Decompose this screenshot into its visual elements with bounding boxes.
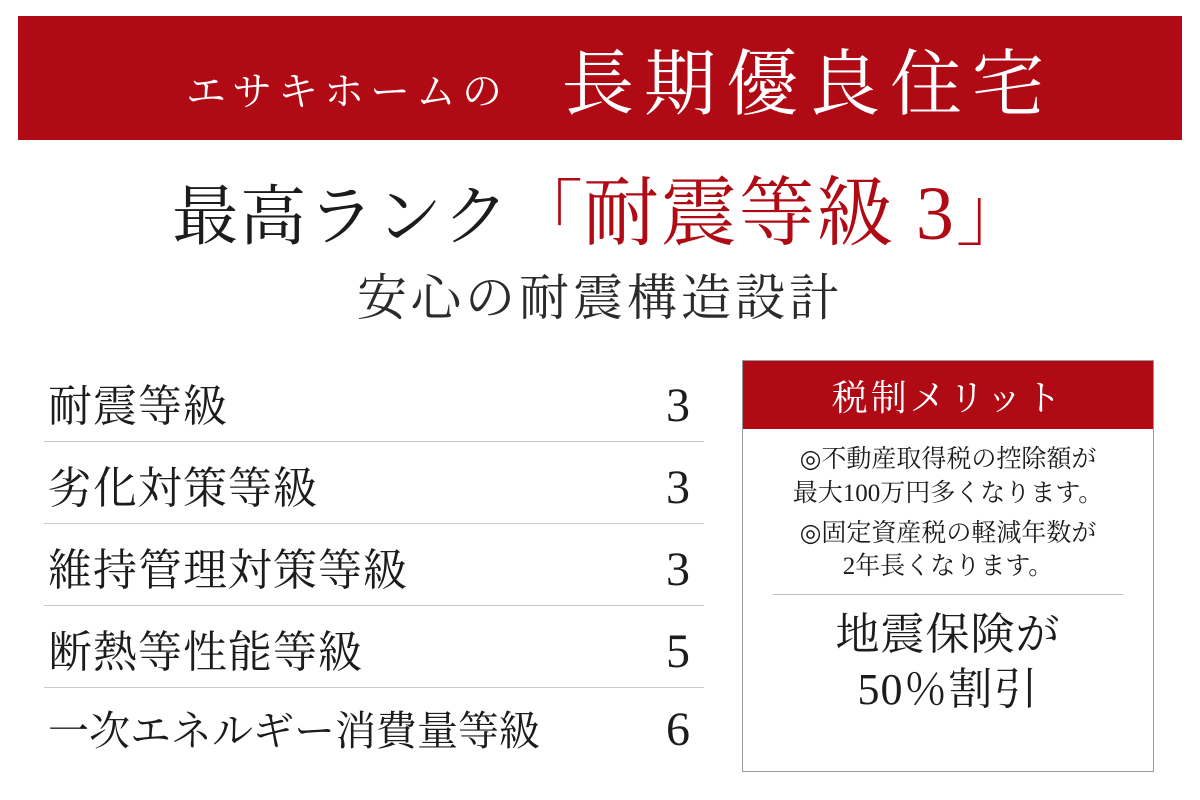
header-prefix: エサキホームの	[185, 69, 508, 114]
grade-label: 耐震等級	[48, 382, 228, 431]
grade-label: 劣化対策等級	[48, 464, 318, 513]
grade-value: 3	[666, 543, 690, 596]
subheadline-highlight: 耐震等級 3	[582, 172, 956, 256]
subheadline-lead: 最高ランク	[172, 181, 511, 254]
insurance-highlight	[759, 607, 1137, 717]
grade-label: 維持管理対策等級	[48, 546, 408, 595]
list-item	[759, 517, 1137, 585]
table-row	[44, 360, 704, 442]
table-row	[44, 688, 704, 770]
grade-label: 断熱等性能等級	[48, 628, 363, 677]
header-band	[18, 16, 1182, 140]
header-title: 長期優良住宅	[561, 45, 1054, 125]
table-row	[44, 524, 704, 606]
grade-value: 6	[666, 703, 690, 756]
grade-table	[44, 360, 704, 770]
grade-value: 3	[666, 461, 690, 514]
tax-benefit-body	[743, 429, 1153, 717]
table-row	[44, 442, 704, 524]
tax-benefit-box	[742, 360, 1154, 772]
grade-value: 5	[666, 625, 690, 678]
grade-label: 一次エネルギー消費量等級	[48, 708, 540, 754]
tax-benefit-title: 税制メリット	[743, 361, 1153, 429]
insurance-highlight-line2: 50％割引	[857, 665, 1039, 714]
tagline: 安心の耐震構造設計	[357, 270, 843, 326]
header-inner	[18, 26, 1182, 130]
divider	[773, 594, 1123, 595]
list-item	[759, 443, 1137, 511]
benefit-item-line1: ◎不動産取得税の控除額が	[799, 446, 1097, 473]
benefit-item-line1: ◎固定資産税の軽減年数が	[799, 519, 1097, 547]
table-row	[44, 606, 704, 688]
grade-value: 3	[666, 379, 690, 432]
subheadline	[0, 152, 1200, 261]
close-bracket: 」	[955, 175, 1028, 255]
open-bracket: 「	[510, 175, 583, 255]
benefit-item-line2: 最大100万円多くなります。	[792, 479, 1104, 507]
benefit-item-line2: 2年長くなります。	[842, 553, 1054, 581]
insurance-highlight-line1: 地震保険が	[835, 610, 1061, 659]
